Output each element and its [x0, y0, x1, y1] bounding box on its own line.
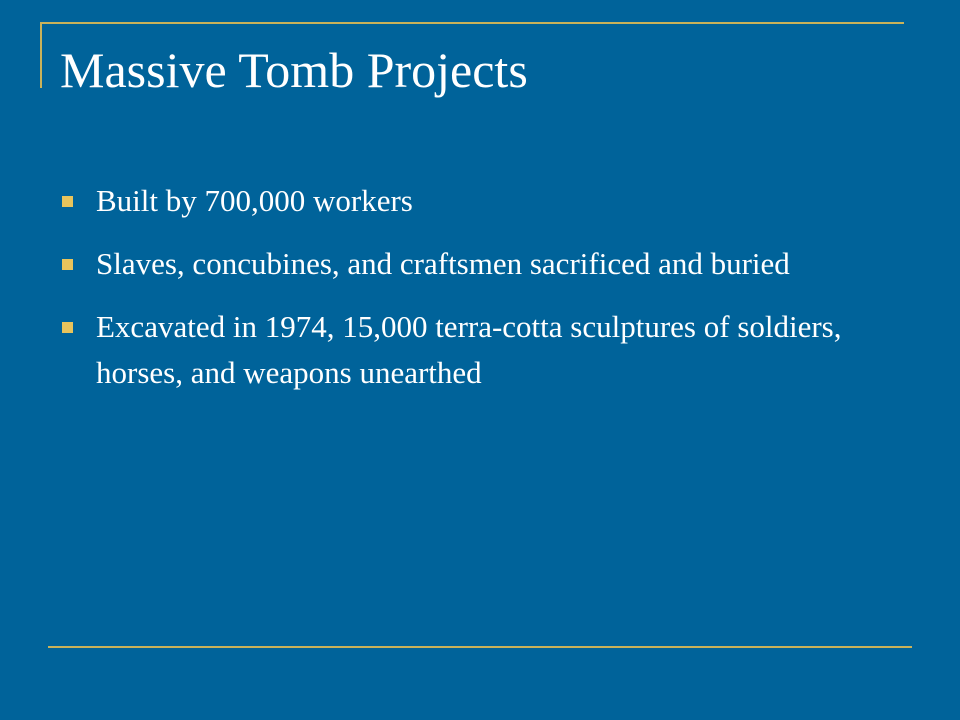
bullet-text: Built by 700,000 workers: [96, 183, 413, 218]
square-bullet-icon: [62, 259, 73, 270]
square-bullet-icon: [62, 322, 73, 333]
bullet-text: Slaves, concubines, and craftsmen sacrificed and buried: [96, 246, 790, 281]
bullet-item: [60, 241, 890, 287]
bullet-text: Excavated in 1974, 15,000 terra-cotta sculptures of soldiers, horses, and weapons unearthed: [96, 309, 842, 390]
left-accent-rule: [40, 22, 42, 88]
slide-title: Massive Tomb Projects: [60, 42, 528, 98]
bullet-item: [60, 178, 890, 224]
top-accent-rule: [40, 22, 904, 24]
bottom-accent-rule: [48, 646, 912, 648]
bullet-list: [60, 178, 890, 413]
bullet-item: [60, 304, 890, 396]
square-bullet-icon: [62, 196, 73, 207]
